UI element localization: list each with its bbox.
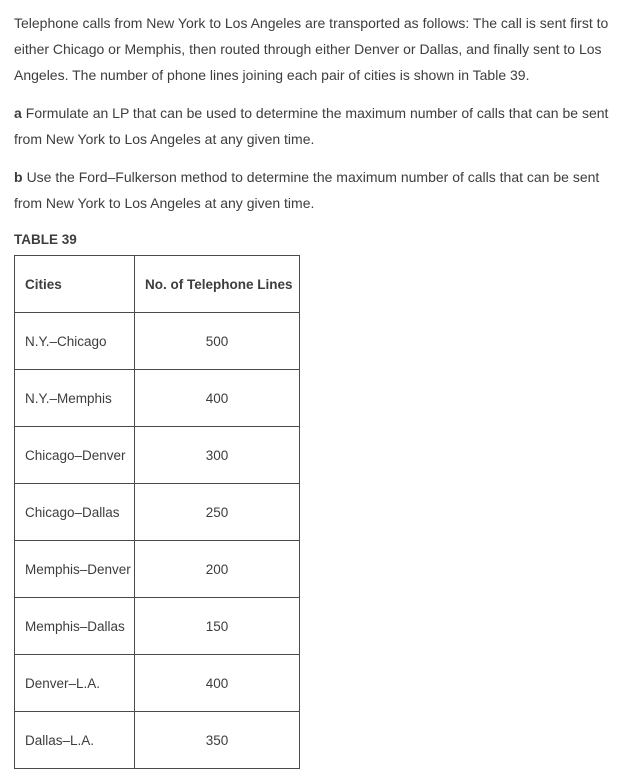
problem-part-b (14, 164, 611, 216)
table-row (15, 598, 300, 655)
header-cities: Cities (15, 256, 135, 313)
problem-part-a (14, 100, 611, 152)
table-row (15, 541, 300, 598)
part-a-label: a (14, 105, 22, 121)
cell-cities: Denver–L.A. (15, 655, 135, 712)
cell-cities: Memphis–Dallas (15, 598, 135, 655)
part-b-label: b (14, 169, 23, 185)
cell-cities: N.Y.–Memphis (15, 370, 135, 427)
cell-cities: Memphis–Denver (15, 541, 135, 598)
telephone-lines-table (14, 255, 300, 769)
cell-lines: 400 (135, 370, 300, 427)
part-b-text: Use the Ford–Fulkerson method to determine the maximum number of calls that can be sent from New York to Los Angeles at any given time. (14, 169, 600, 211)
cell-lines: 150 (135, 598, 300, 655)
cell-lines: 500 (135, 313, 300, 370)
cell-lines: 250 (135, 484, 300, 541)
cell-lines: 350 (135, 712, 300, 769)
table-row (15, 712, 300, 769)
cell-cities: N.Y.–Chicago (15, 313, 135, 370)
table-row (15, 655, 300, 712)
table-row (15, 313, 300, 370)
table-row (15, 370, 300, 427)
cell-cities: Chicago–Denver (15, 427, 135, 484)
cell-lines: 400 (135, 655, 300, 712)
cell-cities: Chicago–Dallas (15, 484, 135, 541)
table-row (15, 484, 300, 541)
cell-cities: Dallas–L.A. (15, 712, 135, 769)
problem-intro: Telephone calls from New York to Los Angeles are transported as follows: The call is sent first to either Chicago or Memphis, then routed through either Denver or Dallas, and finally sent to Los Angeles. The number of phone lines joining each pair of cities is shown in Table 39. (14, 15, 609, 83)
problem-statement (14, 10, 611, 216)
table-header-row (15, 256, 300, 313)
part-a-text: Formulate an LP that can be used to determine the maximum number of calls that can be sent from New York to Los Angeles at any given time. (14, 105, 609, 147)
header-lines: No. of Telephone Lines (135, 256, 300, 313)
table-row (15, 427, 300, 484)
table-title: TABLE 39 (14, 232, 77, 247)
cell-lines: 300 (135, 427, 300, 484)
cell-lines: 200 (135, 541, 300, 598)
